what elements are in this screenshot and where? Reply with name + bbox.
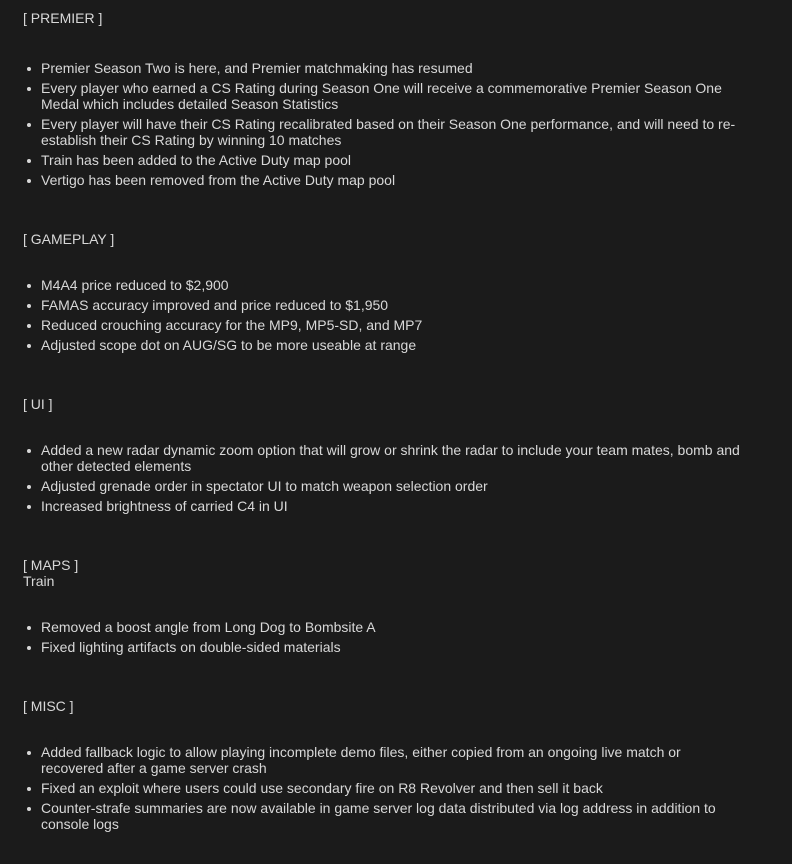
list-item: Reduced crouching accuracy for the MP9, MP5-SD, and MP7: [23, 317, 741, 333]
list-item: Increased brightness of carried C4 in UI: [23, 498, 741, 514]
section-header-gameplay: [ GAMEPLAY ]: [23, 231, 115, 247]
list-item: Vertigo has been removed from the Active Duty map pool: [23, 172, 741, 188]
list-item: Every player will have their CS Rating recalibrated based on their Season One performance, and will need to re-establish their CS Rating by winning 10 matches: [23, 116, 741, 148]
list-item: Every player who earned a CS Rating during Season One will receive a commemorative Premier Season One Medal which includes detailed Season Statistics: [23, 80, 741, 112]
gameplay-list: [23, 277, 753, 353]
section-misc: [23, 698, 753, 832]
misc-list: [23, 744, 753, 832]
section-header-misc: [ MISC ]: [23, 698, 74, 714]
section-ui: [23, 396, 753, 514]
list-item: Added a new radar dynamic zoom option that will grow or shrink the radar to include your team mates, bomb and other detected elements: [23, 442, 741, 474]
list-item: Counter-strafe summaries are now available in game server log data distributed via log address in addition to console logs: [23, 800, 741, 832]
list-item: M4A4 price reduced to $2,900: [23, 277, 741, 293]
list-item: FAMAS accuracy improved and price reduced to $1,950: [23, 297, 741, 313]
list-item: Added fallback logic to allow playing incomplete demo files, either copied from an ongoing live match or recovered after a game server crash: [23, 744, 741, 776]
ui-list: [23, 442, 753, 514]
section-maps: [23, 557, 753, 655]
maps-list: [23, 619, 753, 655]
list-item: Train has been added to the Active Duty map pool: [23, 152, 741, 168]
list-item: Adjusted grenade order in spectator UI to match weapon selection order: [23, 478, 741, 494]
list-item: Premier Season Two is here, and Premier matchmaking has resumed: [23, 60, 741, 76]
premier-list: [23, 60, 753, 188]
list-item: Adjusted scope dot on AUG/SG to be more useable at range: [23, 337, 741, 353]
list-item: Removed a boost angle from Long Dog to Bombsite A: [23, 619, 741, 635]
section-header-ui: [ UI ]: [23, 396, 53, 412]
section-header-premier: [ PREMIER ]: [23, 10, 103, 26]
map-name-train: Train: [23, 573, 55, 589]
section-gameplay: [23, 231, 753, 353]
list-item: Fixed an exploit where users could use secondary fire on R8 Revolver and then sell it back: [23, 780, 741, 796]
section-premier: [23, 10, 753, 188]
section-header-maps: [ MAPS ]: [23, 557, 79, 573]
list-item: Fixed lighting artifacts on double-sided materials: [23, 639, 741, 655]
